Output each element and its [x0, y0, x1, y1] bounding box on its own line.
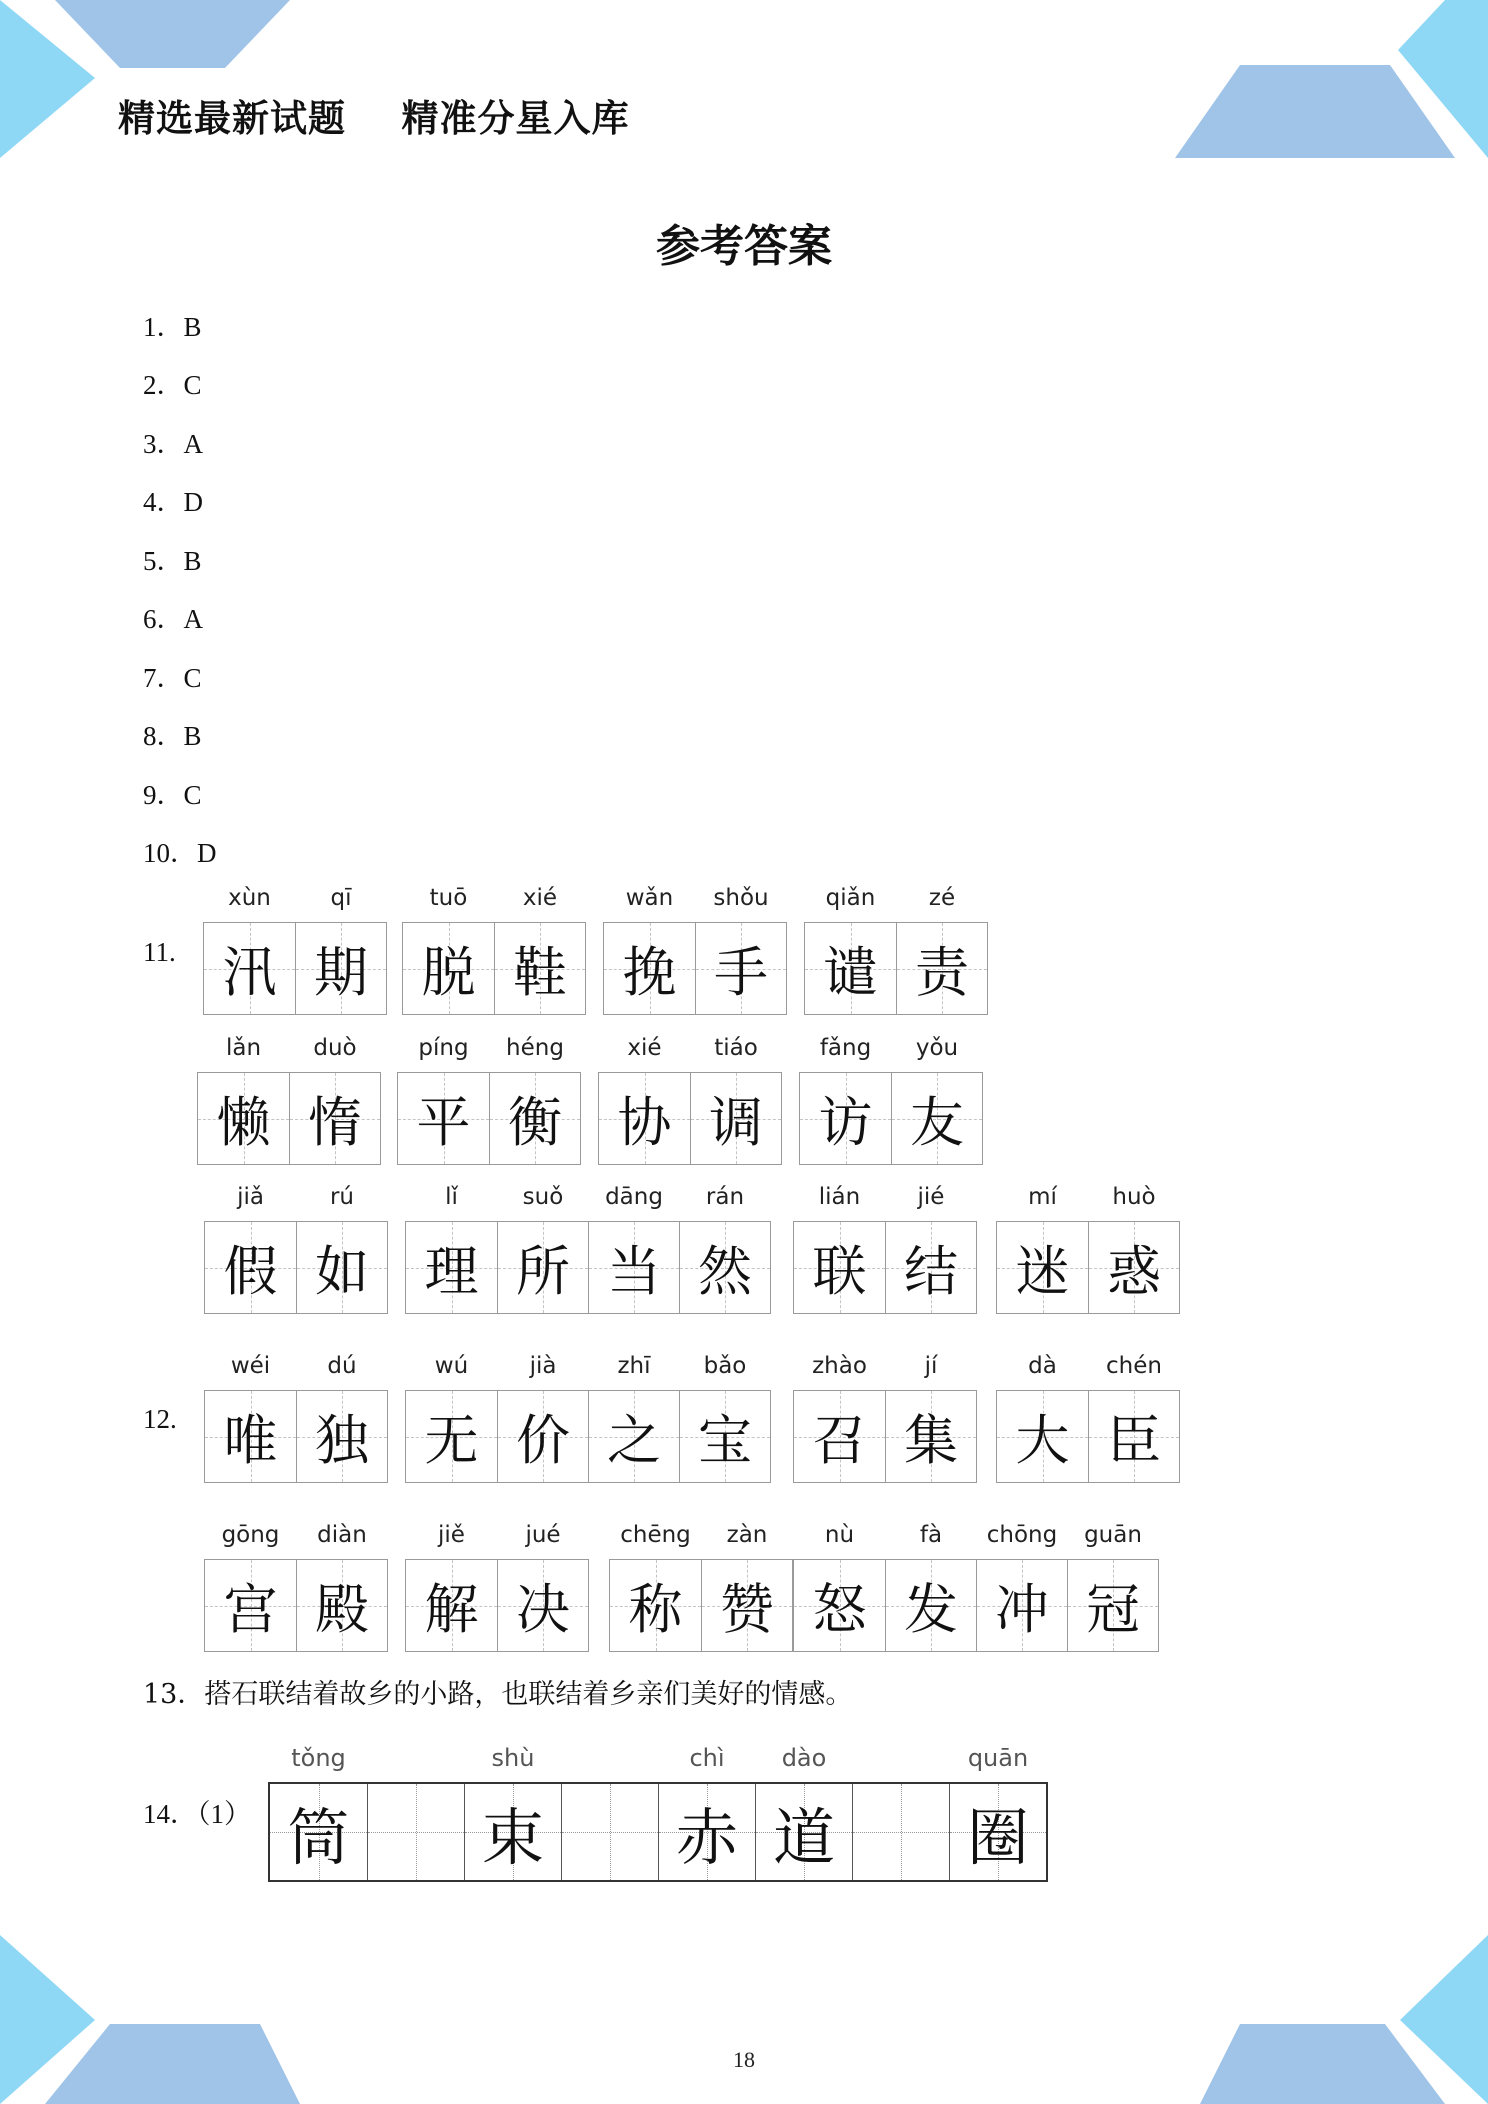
pinyin-label: wéi: [230, 1353, 271, 1379]
pinyin-label: chén: [1106, 1353, 1162, 1379]
pinyin-label: chēng: [620, 1522, 691, 1548]
word-grid-group: [405, 1522, 589, 1652]
pinyin-label: dà: [1028, 1353, 1057, 1379]
pinyin-label: bǎo: [703, 1353, 747, 1379]
answer-item: 3．A: [143, 429, 203, 459]
hanzi-char: 懒: [216, 1091, 271, 1154]
hanzi-char: 冠: [1086, 1578, 1140, 1641]
hanzi-char: 宝: [698, 1409, 752, 1472]
pinyin-label: zàn: [726, 1522, 768, 1548]
char-cell: [497, 1353, 588, 1482]
char-cell: [896, 885, 987, 1014]
char-cell: [599, 1035, 690, 1164]
char-cell: [295, 885, 386, 1014]
char-cell: [1088, 1353, 1179, 1482]
answer-item: 7．C: [143, 663, 202, 693]
hanzi-char: 迷: [1015, 1240, 1070, 1303]
word-grid-group: [996, 1353, 1180, 1483]
pinyin-label: píng: [418, 1035, 469, 1061]
char-cell: [794, 1522, 885, 1651]
hanzi-char: 集: [904, 1409, 958, 1472]
hanzi-char: 理: [424, 1240, 479, 1303]
char-cell: [296, 1184, 387, 1313]
hanzi-char: 衡: [508, 1091, 562, 1154]
pinyin-label: fǎng: [819, 1035, 872, 1061]
pinyin-label: héng: [506, 1035, 564, 1061]
char-cell: [891, 1035, 982, 1164]
word-grid-group: [793, 1522, 1159, 1652]
pinyin-label: jiě: [438, 1522, 465, 1548]
hanzi-char: 友: [910, 1091, 964, 1154]
char-cell: [403, 885, 494, 1014]
pinyin-label: quān: [967, 1744, 1029, 1772]
hanzi-char: 价: [516, 1409, 570, 1472]
hanzi-char: 道: [772, 1800, 835, 1874]
question-14-grid: [268, 1744, 1048, 1882]
answer-item: 5．B: [143, 546, 202, 576]
hanzi-char: 联: [812, 1240, 867, 1303]
char-cell: [976, 1522, 1067, 1651]
char-cell: [658, 1744, 755, 1880]
char-cell: [794, 1184, 885, 1313]
char-cell: [695, 885, 786, 1014]
hanzi-char: 决: [516, 1578, 570, 1641]
word-grid-group: [204, 1522, 388, 1652]
char-cell: [205, 1353, 296, 1482]
pinyin-label: diàn: [317, 1522, 367, 1548]
hanzi-char: 大: [1015, 1409, 1070, 1472]
char-cell: [1067, 1522, 1158, 1651]
pinyin-label: rán: [705, 1184, 745, 1210]
question-13-answer: 13．搭石联结着故乡的小路，也联结着乡亲们美好的情感。: [143, 1679, 853, 1710]
char-cell: [1088, 1184, 1179, 1313]
pinyin-label: tuō: [429, 885, 468, 911]
hanzi-char: 怒: [812, 1578, 867, 1641]
char-cell: [588, 1184, 679, 1313]
pinyin-label: dào: [781, 1744, 827, 1772]
pinyin-label: chì: [689, 1744, 725, 1772]
word-grid-group: [197, 1035, 381, 1165]
answer-item: 4．D: [143, 487, 203, 517]
word-grid-group: [609, 1522, 793, 1652]
pinyin-label: huò: [1112, 1184, 1156, 1210]
answer-item: 10．D: [143, 838, 217, 868]
hanzi-char: 赞: [720, 1578, 774, 1641]
pinyin-label: zhào: [812, 1353, 867, 1379]
word-grid-group: [598, 1035, 782, 1165]
char-cell: [406, 1184, 497, 1313]
pinyin-label: xié: [522, 885, 558, 911]
char-cell: [794, 1353, 885, 1482]
word-grid-group: [793, 1353, 977, 1483]
char-cell: [885, 1184, 976, 1313]
char-cell: [398, 1035, 489, 1164]
hanzi-char: 谴: [823, 941, 878, 1004]
hanzi-char: 脱: [421, 941, 476, 1004]
char-cell: [367, 1784, 464, 1880]
hanzi-char: 殿: [315, 1578, 369, 1641]
hanzi-char: 当: [607, 1240, 661, 1303]
pinyin-label: jí: [924, 1353, 938, 1379]
answer-item: 1．B: [143, 312, 202, 342]
pinyin-label: fà: [919, 1522, 943, 1548]
hanzi-char: 结: [904, 1240, 958, 1303]
pinyin-label: lián: [818, 1184, 861, 1210]
char-cell: [679, 1184, 770, 1313]
char-cell: [497, 1522, 588, 1651]
word-grid-group: [402, 885, 586, 1015]
char-cell: [204, 885, 295, 1014]
char-cell: [205, 1522, 296, 1651]
char-cell: [604, 885, 695, 1014]
hanzi-char: 束: [481, 1800, 544, 1874]
hanzi-char: 臣: [1107, 1409, 1161, 1472]
char-cell: [610, 1522, 701, 1651]
pinyin-label: suǒ: [522, 1184, 564, 1210]
answer-item: 9．C: [143, 780, 202, 810]
word-grid-group: [397, 1035, 581, 1165]
word-grid-group: [204, 1353, 388, 1483]
pinyin-label: mí: [1028, 1184, 1057, 1210]
char-cell: [852, 1784, 949, 1880]
hanzi-char: 期: [314, 941, 368, 1004]
word-grid-group: [793, 1184, 977, 1314]
pinyin-label: chōng: [986, 1522, 1058, 1548]
hanzi-char: 无: [424, 1409, 479, 1472]
hanzi-char: 称: [628, 1578, 683, 1641]
question-14-label: 14．（1）: [143, 1799, 251, 1829]
char-cell: [885, 1353, 976, 1482]
pinyin-label: lǎn: [225, 1035, 262, 1061]
pinyin-label: xùn: [228, 885, 271, 911]
pinyin-label: yǒu: [915, 1035, 959, 1061]
char-cell: [406, 1522, 497, 1651]
hanzi-char: 惰: [308, 1091, 362, 1154]
char-cell: [997, 1353, 1088, 1482]
hanzi-char: 发: [904, 1578, 958, 1641]
pinyin-label: wú: [434, 1353, 469, 1379]
char-cell: [296, 1522, 387, 1651]
pinyin-label: qiǎn: [825, 885, 876, 911]
hanzi-char: 唯: [223, 1409, 278, 1472]
char-cell: [885, 1522, 976, 1651]
hanzi-char: 独: [315, 1409, 369, 1472]
pinyin-label: shù: [491, 1744, 535, 1772]
char-cell: [805, 885, 896, 1014]
char-cell: [497, 1184, 588, 1313]
char-cell: [205, 1184, 296, 1313]
pinyin-label: duò: [313, 1035, 357, 1061]
char-cell: [690, 1035, 781, 1164]
pinyin-label: jié: [917, 1184, 945, 1210]
hanzi-char: 圈: [966, 1800, 1029, 1874]
pinyin-label: tiáo: [714, 1035, 758, 1061]
pinyin-label: jià: [529, 1353, 557, 1379]
pinyin-label: nù: [824, 1522, 855, 1548]
word-grid-group: [204, 1184, 388, 1314]
word-grid-group: [405, 1184, 771, 1314]
answer-item: 8．B: [143, 721, 202, 751]
hanzi-char: 调: [709, 1091, 763, 1154]
hanzi-char: 冲: [995, 1578, 1049, 1641]
char-cell: [489, 1035, 580, 1164]
pinyin-label: zhī: [617, 1353, 651, 1379]
pinyin-label: dú: [327, 1353, 357, 1379]
pinyin-label: wǎn: [625, 885, 674, 911]
hanzi-char: 之: [607, 1409, 661, 1472]
question-11-number: 11.: [143, 937, 176, 967]
hanzi-char: 鞋: [513, 941, 567, 1004]
pinyin-label: guān: [1084, 1522, 1142, 1548]
char-cell: [406, 1353, 497, 1482]
hanzi-char: 假: [223, 1240, 278, 1303]
hanzi-char: 赤: [675, 1800, 738, 1874]
word-grid-group: [603, 885, 787, 1015]
word-grid-group: [799, 1035, 983, 1165]
char-cell: [949, 1744, 1046, 1880]
char-cell: [997, 1184, 1088, 1313]
pinyin-label: jué: [525, 1522, 561, 1548]
char-cell: [679, 1353, 770, 1482]
pinyin-label: shǒu: [713, 885, 769, 911]
hanzi-char: 责: [915, 941, 969, 1004]
hanzi-char: 汛: [222, 941, 277, 1004]
hanzi-char: 如: [315, 1240, 369, 1303]
char-cell: [289, 1035, 380, 1164]
pinyin-label: lǐ: [445, 1184, 458, 1210]
pinyin-label: tǒng: [291, 1744, 346, 1772]
char-cell: [494, 885, 585, 1014]
char-cell: [270, 1744, 367, 1880]
hanzi-char: 筒: [287, 1800, 350, 1874]
word-grid-group: [804, 885, 988, 1015]
pinyin-label: xié: [627, 1035, 662, 1061]
answer-item: 6．A: [143, 604, 203, 634]
hanzi-char: 宫: [223, 1578, 278, 1641]
hanzi-char: 协: [617, 1091, 672, 1154]
hanzi-char: 然: [698, 1240, 752, 1303]
page-number: 18: [733, 2047, 755, 2072]
page-title: 参考答案: [656, 221, 832, 272]
char-cell: [701, 1522, 792, 1651]
header-slogan: 精选最新试题 精准分星入库: [118, 97, 630, 140]
hanzi-char: 手: [714, 941, 768, 1004]
pinyin-label: qī: [330, 885, 352, 911]
pinyin-label: zé: [928, 885, 956, 911]
char-cell: [800, 1035, 891, 1164]
pinyin-label: dāng: [605, 1184, 663, 1210]
char-cell: [464, 1744, 561, 1880]
word-grid-group: [405, 1353, 771, 1483]
pinyin-label: rú: [329, 1184, 355, 1210]
hanzi-char: 挽: [622, 941, 677, 1004]
pinyin-label: gōng: [221, 1522, 280, 1548]
hanzi-char: 惑: [1107, 1240, 1161, 1303]
question-12-number: 12.: [143, 1404, 177, 1434]
hanzi-char: 召: [812, 1409, 867, 1472]
char-cell: [588, 1353, 679, 1482]
char-cell: [755, 1744, 852, 1880]
hanzi-char: 访: [818, 1091, 873, 1154]
word-grid-group: [203, 885, 387, 1015]
char-cell: [561, 1784, 658, 1880]
hanzi-char: 所: [516, 1240, 570, 1303]
answer-item: 2．C: [143, 370, 202, 400]
hanzi-char: 平: [416, 1091, 471, 1154]
hanzi-char: 解: [424, 1578, 479, 1641]
char-cell: [296, 1353, 387, 1482]
word-grid-group: [996, 1184, 1180, 1314]
pinyin-label: jiǎ: [237, 1184, 264, 1210]
char-cell: [198, 1035, 289, 1164]
